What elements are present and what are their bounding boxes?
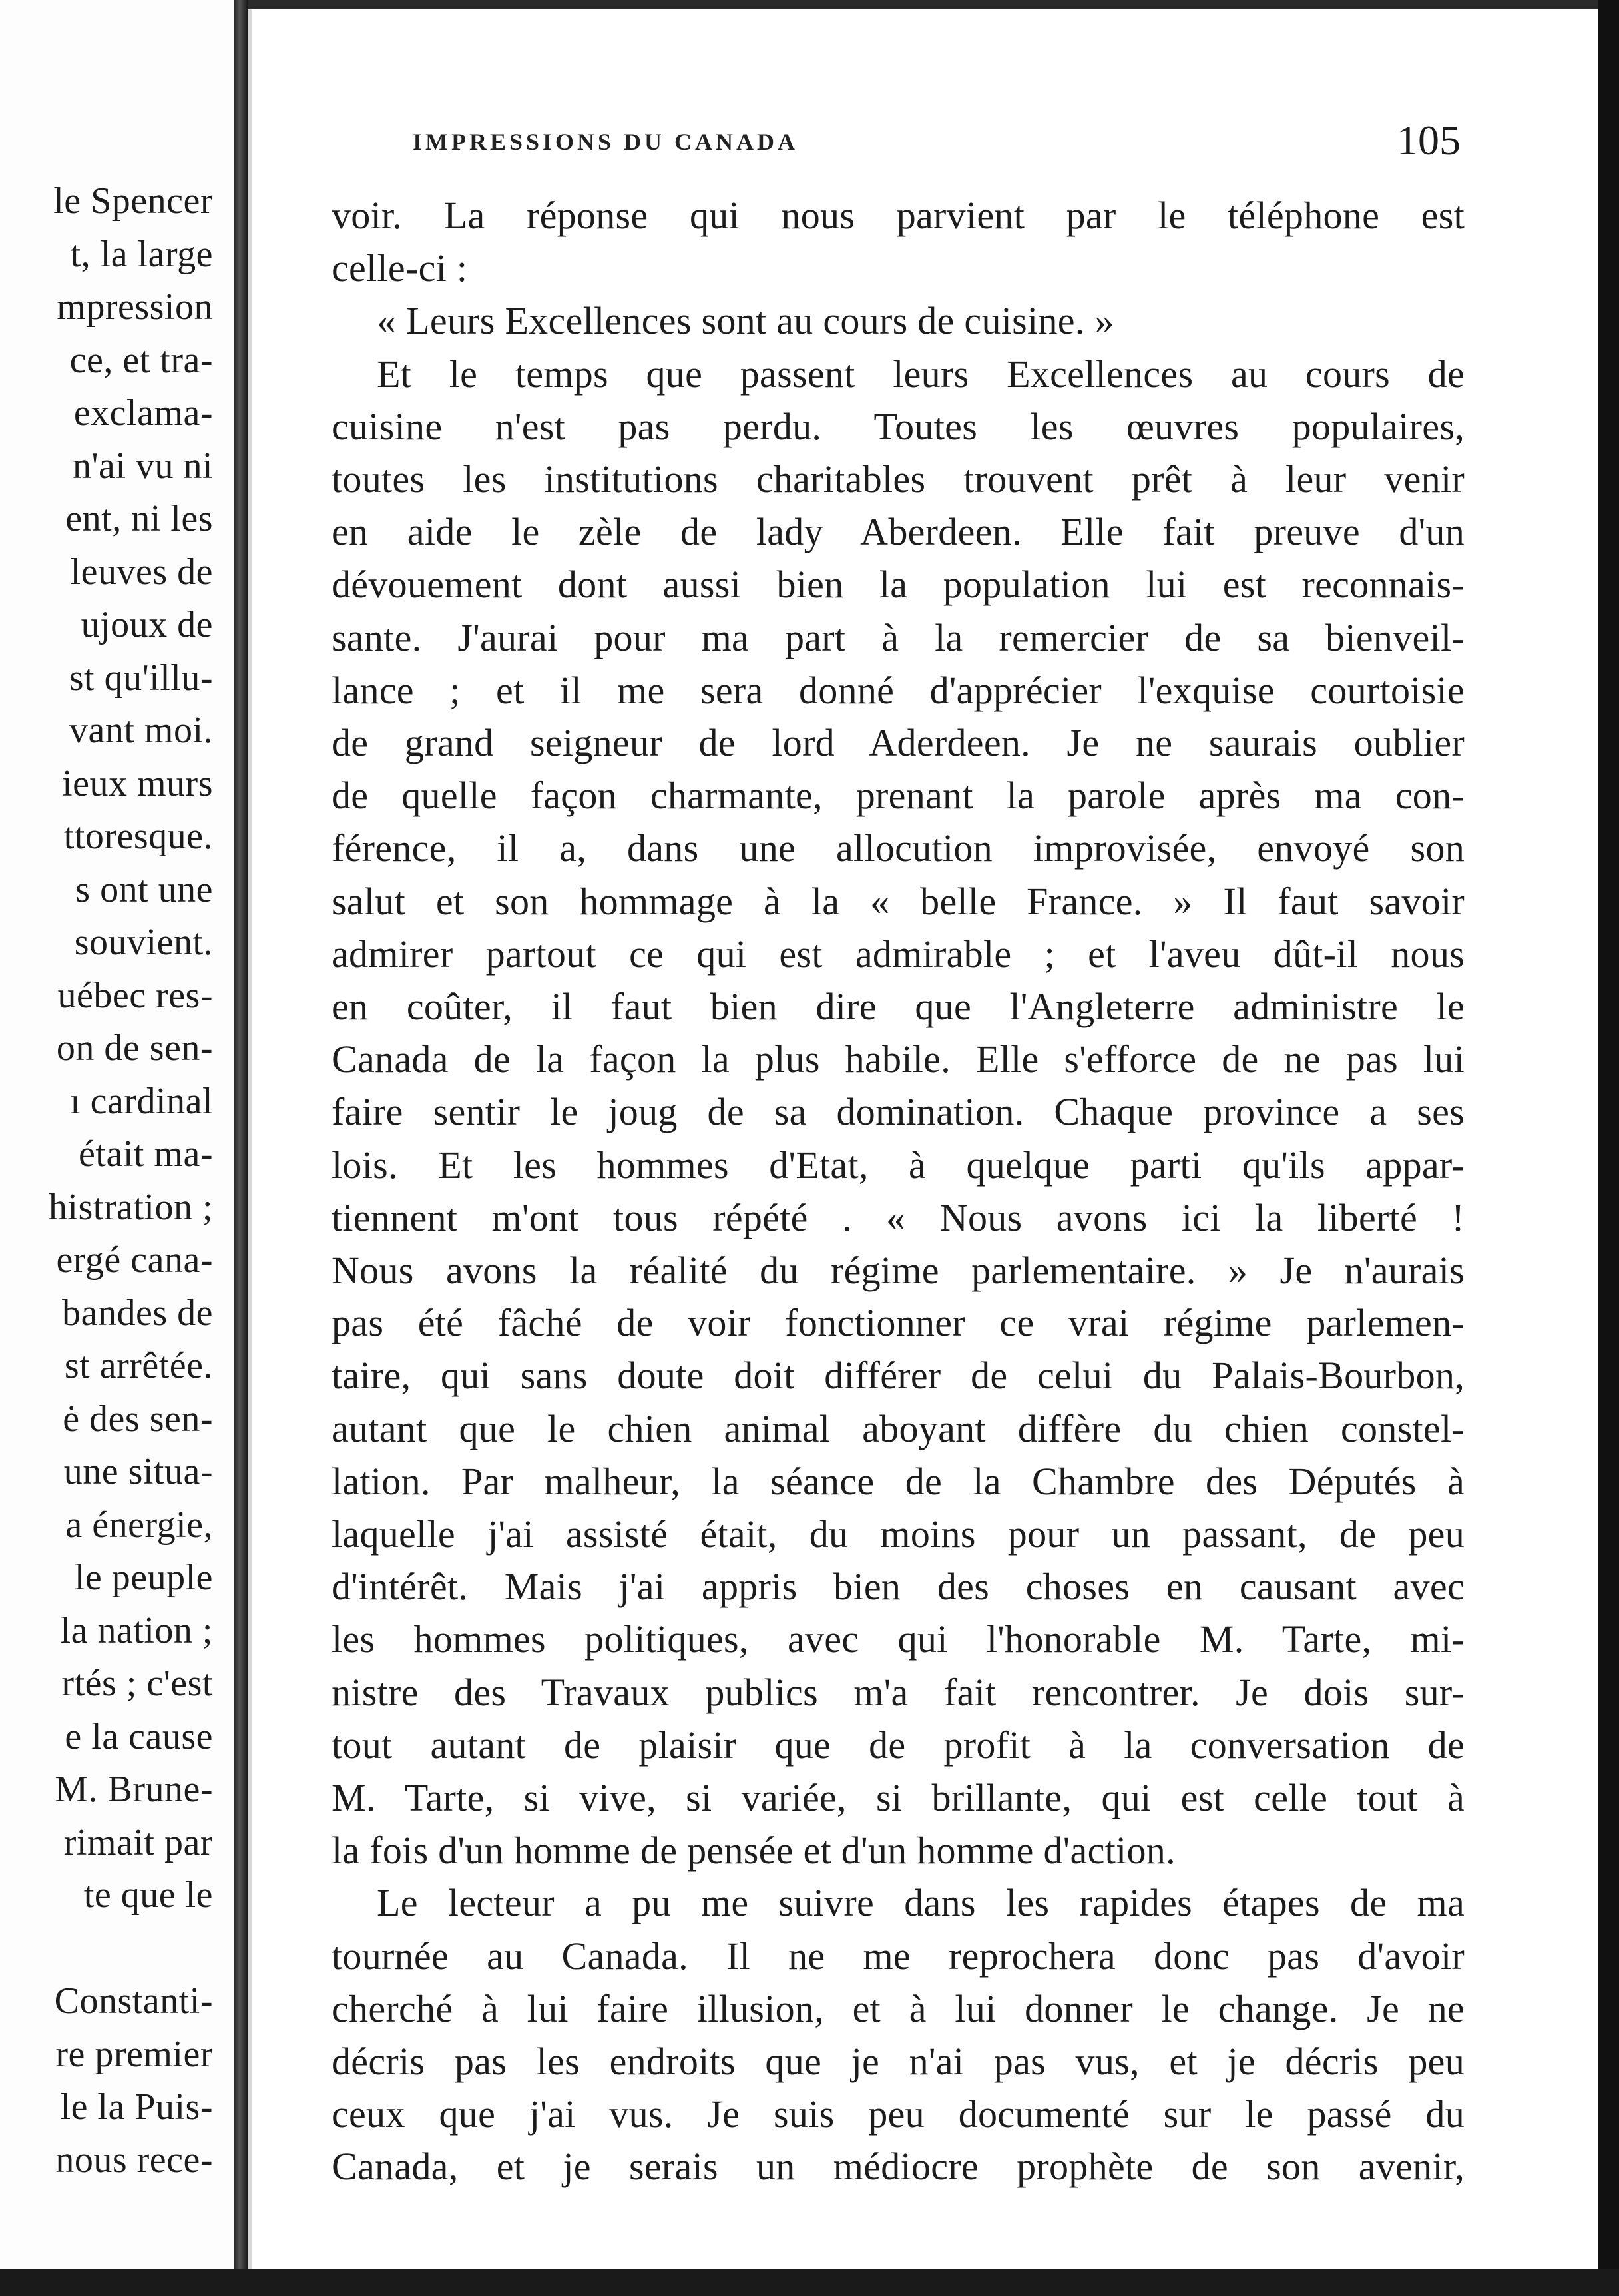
body-text-line: Canada de la façon la plus habile. Elle s'efforce de ne pas lui <box>332 1037 1465 1081</box>
body-text-line: tournée au Canada. Il ne me reprochera donc pas d'avoir <box>332 1934 1465 1978</box>
body-text-line: « Leurs Excellences sont au cours de cuisine. » <box>377 299 1114 343</box>
left-page-line: souvient. <box>74 922 213 963</box>
body-text-line: salut et son hommage à la « belle France. » Il faut savoir <box>332 879 1465 923</box>
body-text-line: les hommes politiques, avec qui l'honorable M. Tarte, mi- <box>332 1617 1465 1661</box>
left-page-line: Constanti- <box>54 1980 213 2022</box>
left-page-line: rtés ; c'est <box>61 1663 213 1704</box>
body-text-line: faire sentir le joug de sa domination. Chaque province a ses <box>332 1090 1465 1134</box>
left-page-line: ent, ni les <box>65 498 213 539</box>
left-page-line: leuves de <box>70 551 213 593</box>
left-page-line: une situa- <box>63 1451 213 1492</box>
body-text-line: M. Tarte, si vive, si variée, si brillante, qui est celle tout à <box>332 1776 1465 1819</box>
left-page-line: ce, et tra- <box>69 339 213 381</box>
body-text-line: pas été fâché de voir fonctionner ce vrai régime parlemen- <box>332 1301 1465 1345</box>
left-page-line: était ma- <box>79 1133 213 1175</box>
left-page-line: ergé cana- <box>56 1239 213 1281</box>
body-text-line: de quelle façon charmante, prenant la parole après ma con- <box>332 774 1465 818</box>
left-page-line: st arrêtée. <box>64 1345 213 1386</box>
left-page-line: a énergie, <box>65 1504 213 1546</box>
body-text-line: Nous avons la réalité du régime parlementaire. » Je n'aurais <box>332 1249 1465 1292</box>
body-text-line: celle-ci : <box>332 246 468 290</box>
body-text-line: lance ; et il me sera donné d'apprécier l'exquise courtoisie <box>332 668 1465 712</box>
body-text-line: tout autant de plaisir que de profit à la conversation de <box>332 1723 1465 1767</box>
left-page-line: ujoux de <box>81 604 213 645</box>
body-text-line: tiennent m'ont tous répété . « Nous avons ici la liberté ! <box>332 1195 1465 1239</box>
scan-top-edge <box>248 0 1599 9</box>
book-gutter <box>234 0 248 2296</box>
left-page-line: ı cardinal <box>70 1080 213 1122</box>
left-page-line: mpression <box>57 286 213 328</box>
left-page-line: st qu'illu- <box>69 657 213 699</box>
left-page-line: le peuple <box>74 1557 213 1598</box>
body-text-line: férence, il a, dans une allocution improvisée, envoyé son <box>332 826 1465 870</box>
body-text-line: lation. Par malheur, la séance de la Chambre des Députés à <box>332 1459 1465 1503</box>
page-number: 105 <box>1397 117 1461 164</box>
scan-right-edge <box>1598 0 1619 2296</box>
body-text-line: laquelle j'ai assisté était, du moins pour un passant, de peu <box>332 1512 1465 1556</box>
body-text-line: de grand seigneur de lord Aderdeen. Je ne saurais oublier <box>332 721 1465 764</box>
body-text-line: cherché à lui faire illusion, et à lui donner le change. Je ne <box>332 1986 1465 2030</box>
body-text-line: voir. La réponse qui nous parvient par le téléphone est <box>332 194 1465 237</box>
body-text-line: décris pas les endroits que je n'ai pas vus, et je décris peu <box>332 2040 1465 2083</box>
body-text-line: taire, qui sans doute doit différer de celui du Palais-Bourbon, <box>332 1354 1465 1398</box>
running-head: IMPRESSIONS DU CANADA <box>413 129 799 155</box>
left-page-line: la nation ; <box>60 1609 213 1651</box>
left-page-line: le la Puis- <box>60 2086 213 2128</box>
left-page-line: t, la large <box>70 233 213 275</box>
body-text-line: autant que le chien animal aboyant diffère du chien constel- <box>332 1406 1465 1450</box>
left-page-line: bandes de <box>62 1292 213 1334</box>
body-text-line: admirer partout ce qui est admirable ; et l'aveu dût-il nous <box>332 932 1465 976</box>
body-text-line: la fois d'un homme de pensée et d'un homme d'action. <box>332 1829 1176 1872</box>
left-page-line: e la cause <box>65 1715 213 1757</box>
left-page-line: te que le <box>83 1874 213 1916</box>
body-text-line: en aide le zèle de lady Aberdeen. Elle fait preuve d'un <box>332 510 1465 554</box>
left-page-line: on de sen- <box>56 1027 213 1069</box>
left-page-line: nous rece- <box>55 2139 213 2181</box>
left-page-line: le Spencer <box>53 180 213 222</box>
left-page-line: n'ai vu ni <box>72 445 213 487</box>
body-text-line: en coûter, il faut bien dire que l'Angleterre administre le <box>332 985 1465 1028</box>
body-text-line: cuisine n'est pas perdu. Toutes les œuvres populaires, <box>332 404 1465 448</box>
left-page-line: uébec res- <box>57 974 213 1016</box>
body-text-line: Le lecteur a pu me suivre dans les rapides étapes de ma <box>377 1881 1465 1925</box>
left-page-line: ė des sen- <box>63 1398 213 1440</box>
body-text-line: Et le temps que passent leurs Excellences au cours de <box>377 352 1465 396</box>
scan-bottom-edge <box>0 2269 1619 2296</box>
body-text-line: lois. Et les hommes d'Etat, à quelque parti qu'ils appar- <box>332 1143 1465 1187</box>
body-text-line: dévouement dont aussi bien la population lui est reconnais- <box>332 563 1465 607</box>
left-page-line: M. Brune- <box>55 1769 213 1810</box>
body-text-line: d'intérêt. Mais j'ai appris bien des choses en causant avec <box>332 1565 1465 1609</box>
left-page-line: histration ; <box>48 1186 213 1228</box>
left-page-line: ttoresque. <box>63 816 213 857</box>
left-page-line: vant moi. <box>69 710 213 751</box>
left-page-line: re premier <box>55 2033 213 2075</box>
left-page-line: ieux murs <box>62 762 213 804</box>
body-text-line: Canada, et je serais un médiocre prophète de son avenir, <box>332 2145 1465 2189</box>
body-text-line: sante. J'aurai pour ma part à la remercier de sa bienveil- <box>332 615 1465 659</box>
left-page-line: s ont une <box>75 868 213 910</box>
left-page-line: rimait par <box>63 1821 213 1863</box>
left-page-fragment <box>0 0 240 2296</box>
left-page-line: exclama- <box>73 392 213 433</box>
body-text-line: nistre des Travaux publics m'a fait rencontrer. Je dois sur- <box>332 1670 1465 1714</box>
body-text-line: toutes les institutions charitables trouvent prêt à leur venir <box>332 457 1465 501</box>
body-text-line: ceux que j'ai vus. Je suis peu documenté sur le passé du <box>332 2092 1465 2136</box>
